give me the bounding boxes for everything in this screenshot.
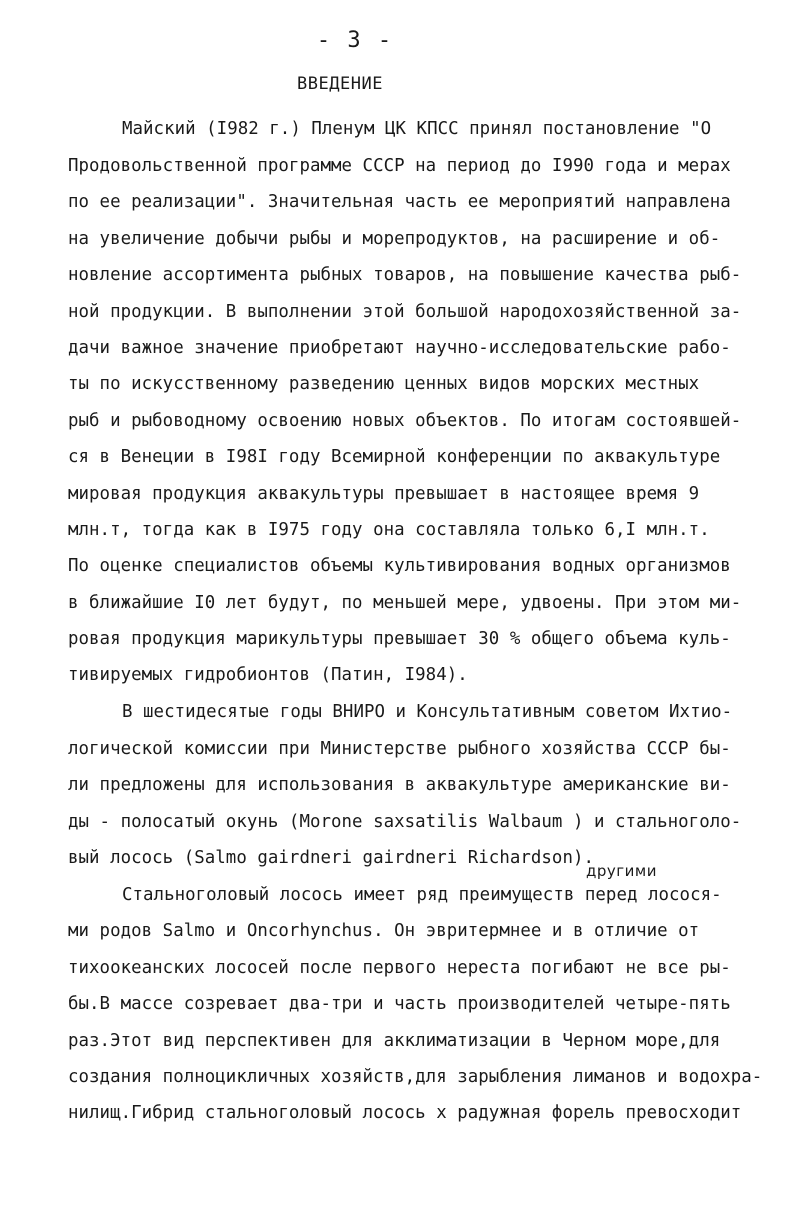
section-heading: ВВЕДЕНИЕ [297, 74, 383, 94]
text-line: по ее реализации". Значительная часть ее мероприятий направлена [68, 192, 731, 212]
text-line: Майский (I982 г.) Пленум ЦК КПСС принял постановление "О [122, 119, 712, 139]
text-line: раз.Этот вид перспективен для акклиматизации в Черном море,для [68, 1031, 721, 1051]
text-line: на увеличение добычи рыбы и морепродуктов, на расширение и об- [68, 229, 721, 249]
text-line: бы.В массе созревает два-три и часть производителей четыре-пять [68, 994, 731, 1014]
text-line: тивируемых гидробионтов (Патин, I984). [68, 665, 468, 685]
text-line: логической комиссии при Министерстве рыбного хозяйства СССР бы- [68, 739, 731, 759]
text-line: мировая продукция аквакультуры превышает в настоящее время 9 [68, 484, 700, 504]
text-line: в ближайшие I0 лет будут, по меньшей мере, удвоены. При этом ми- [68, 593, 742, 613]
text-line: ты по искусственному разведению ценных видов морских местных [68, 374, 700, 394]
text-line: вый лосось (Salmo gairdneri gairdneri Richardson). [68, 848, 595, 868]
text-line: ды - полосатый окунь (Morone saxsatilis Walbaum ) и стальноголо- [68, 812, 742, 832]
text-line: нилищ.Гибрид стальноголовый лосось х радужная форель превосходит [68, 1103, 742, 1123]
text-line: ми родов Salmo и Oncorhynchus. Он эвритермнее и в отличие от [68, 921, 700, 941]
page-number: - 3 - [316, 28, 394, 53]
text-line: тихоокеанских лососей после первого нереста погибают не все ры- [68, 958, 731, 978]
text-line: ся в Венеции в I98I году Всемирной конференции по аквакультуре [68, 447, 721, 467]
text-line: ной продукции. В выполнении этой большой народохозяйственной за- [68, 302, 742, 322]
text-line: ровая продукция марикультуры превышает 30 % общего объема куль- [68, 629, 731, 649]
text-line: дачи важное значение приобретают научно-исследовательские рабо- [68, 338, 731, 358]
inserted-word: другими [586, 862, 657, 880]
text-line: рыб и рыбоводному освоению новых объектов. По итогам состоявшей- [68, 411, 742, 431]
text-line: По оценке специалистов объемы культивирования водных организмов [68, 556, 731, 576]
text-line: Продовольственной программе СССР на период до I990 года и мерах [68, 156, 731, 176]
text-line: ли предложены для использования в аквакультуре американские ви- [68, 775, 731, 795]
text-line: млн.т, тогда как в I975 году она составляла только 6,I млн.т. [68, 520, 710, 540]
text-line: В шестидесятые годы ВНИРО и Консультативным советом Ихтио- [122, 702, 733, 722]
text-line: новление ассортимента рыбных товаров, на повышение качества рыб- [68, 265, 742, 285]
text-line: создания полноцикличных хозяйств,для зарыбления лиманов и водохра- [68, 1067, 763, 1087]
text-line: Стальноголовый лосось имеет ряд преимуществ перед лосося- [122, 885, 722, 905]
